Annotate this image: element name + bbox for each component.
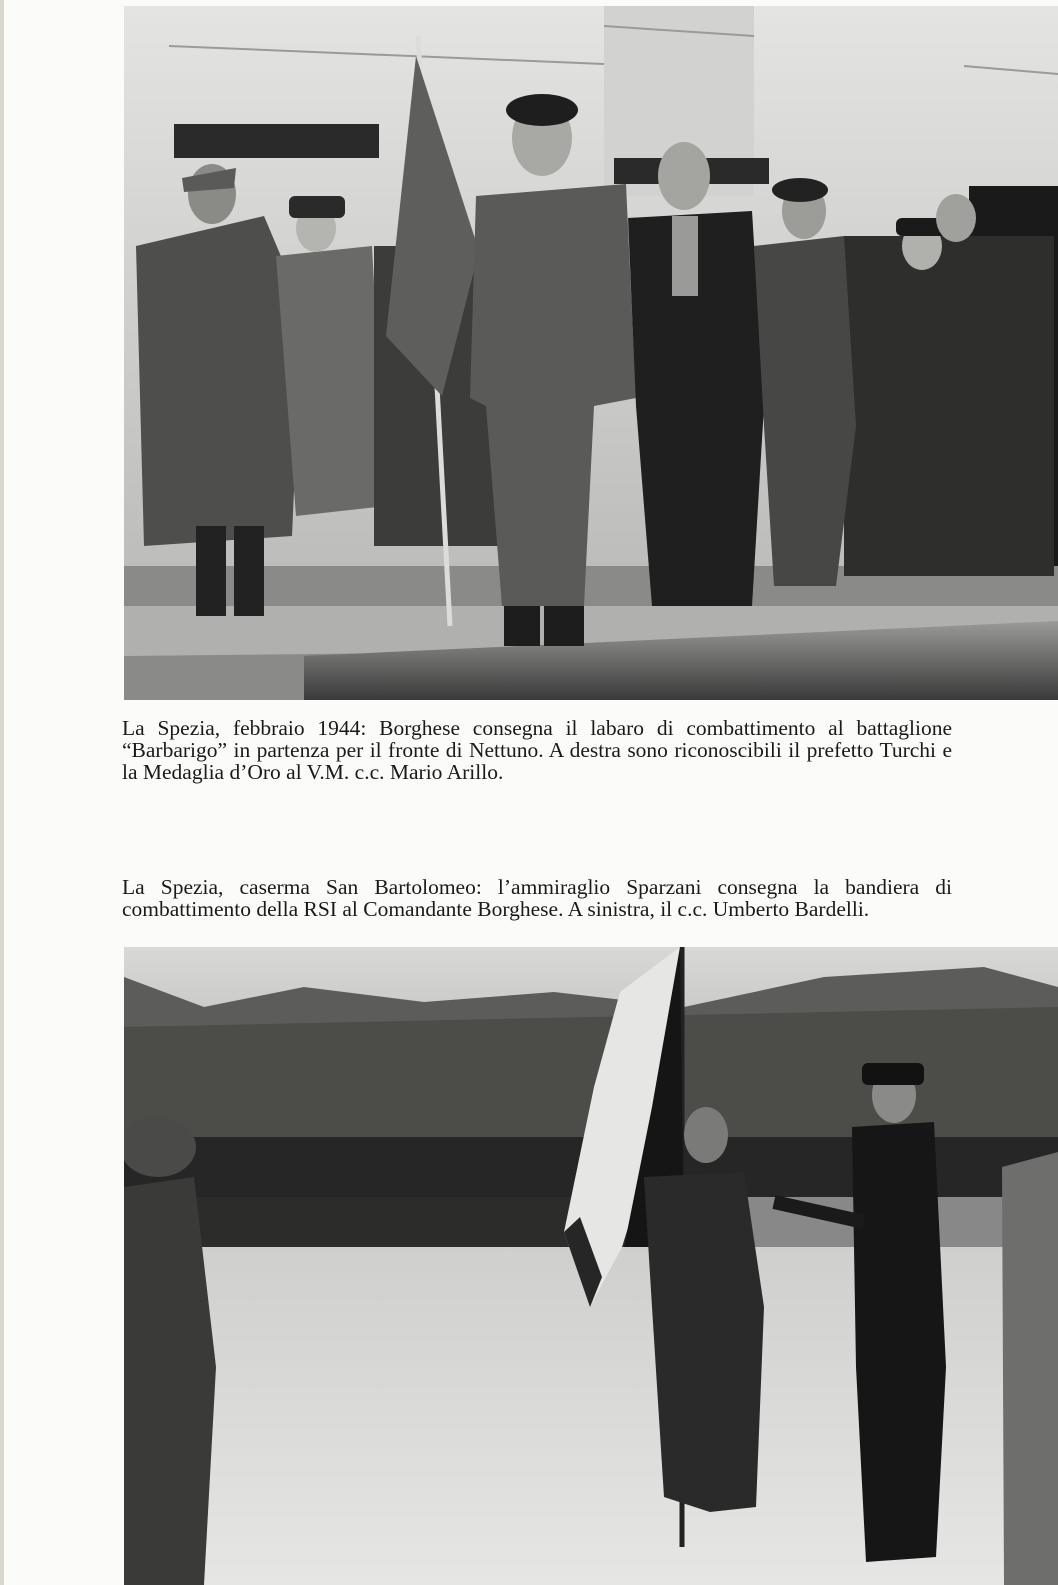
photo-ceremony-barbarigo-image (124, 6, 1058, 700)
photo-ceremony-barbarigo (124, 6, 1058, 700)
photo-flag-ceremony-image (124, 947, 1058, 1585)
page-edge (0, 0, 4, 1585)
caption-top: La Spezia, febbraio 1944: Borghese consegna il labaro di combattimento al battaglione “Barbarigo” in partenza per il fronte di Nettuno. A destra sono riconoscibili il prefetto Turchi e la Medaglia d’Oro al V.M. c.c. Mario Arillo. (122, 716, 952, 784)
photo-flag-ceremony (124, 947, 1058, 1585)
caption-bottom: La Spezia, caserma San Bartolomeo: l’ammiraglio Sparzani consegna la bandiera di combattimento della RSI al Comandante Borghese. A sinistra, il c.c. Umberto Bardelli. (122, 875, 952, 921)
